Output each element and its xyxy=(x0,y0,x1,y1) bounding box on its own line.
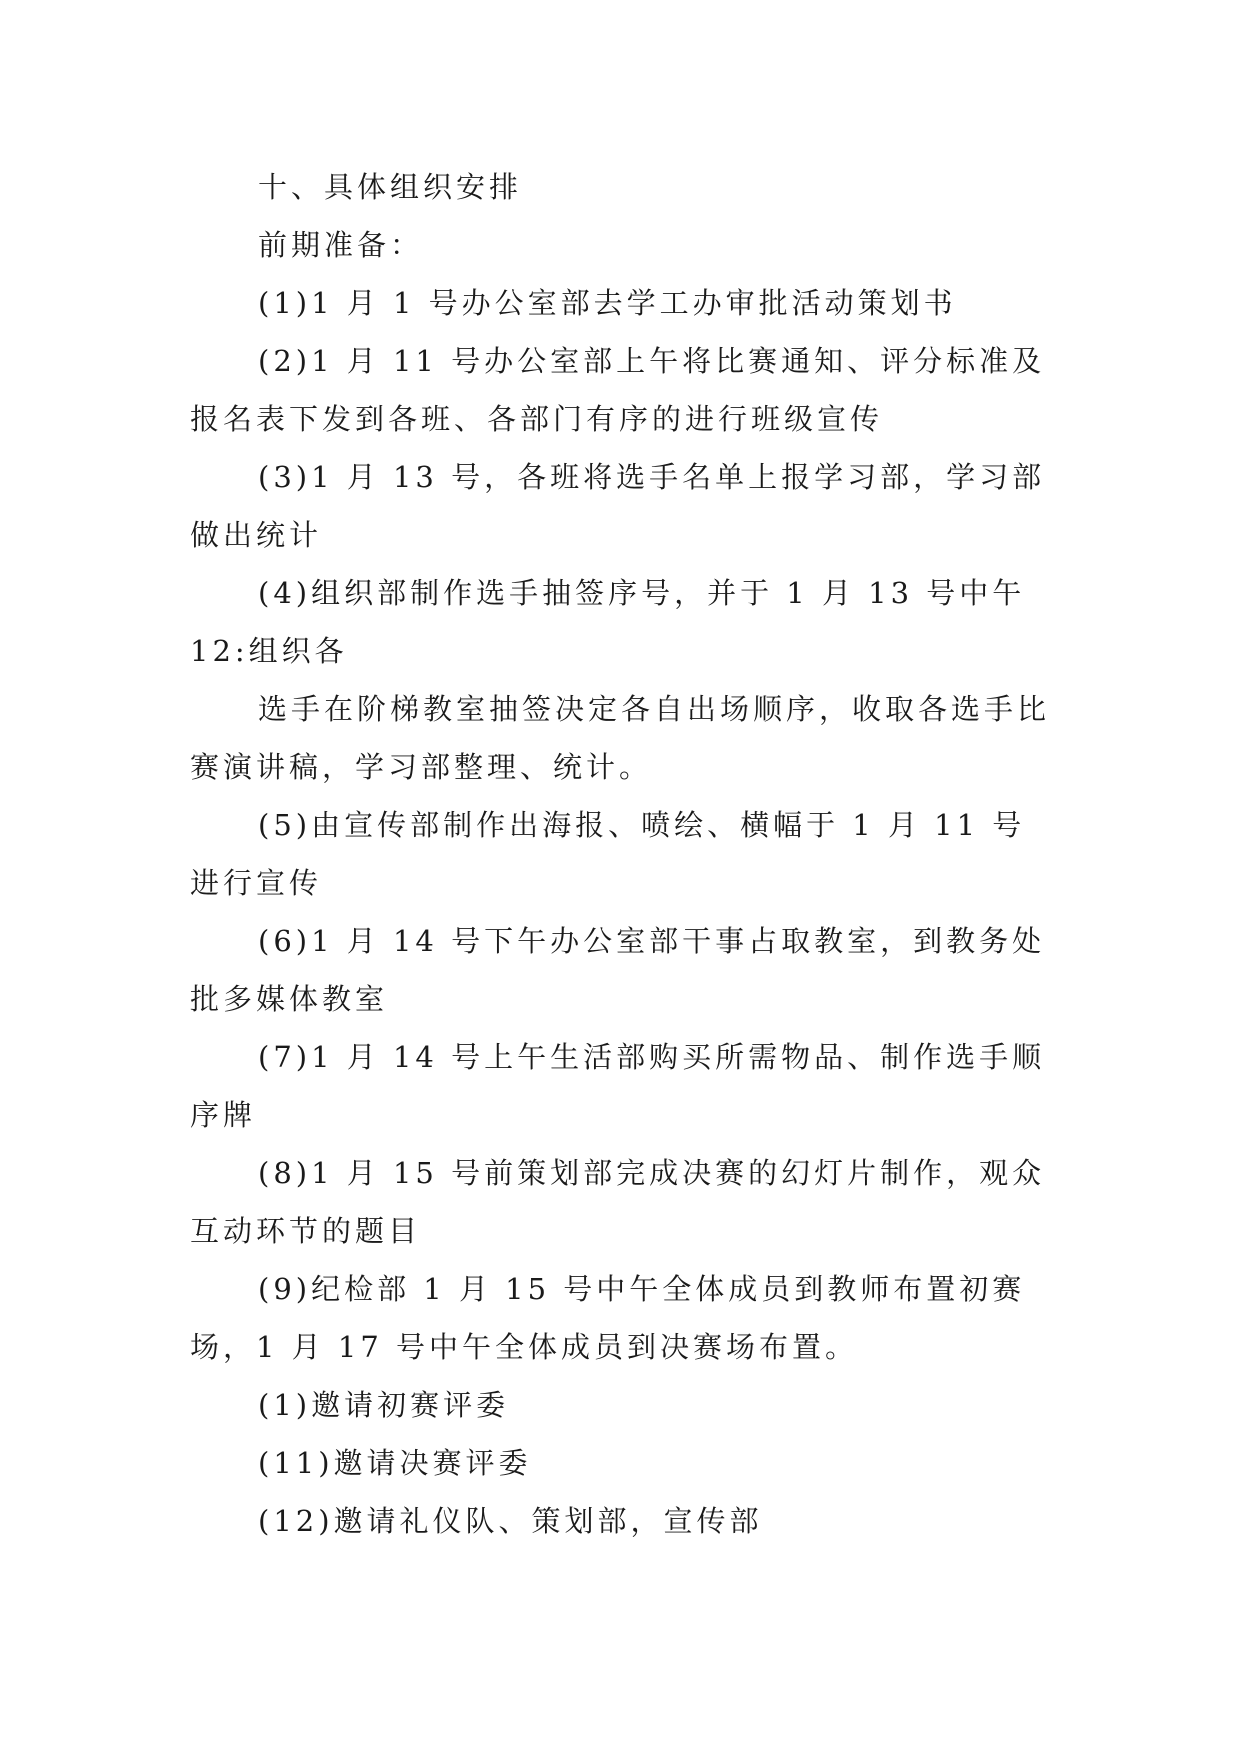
section-heading: 十、具体组织安排 xyxy=(258,170,523,204)
list-item: (6)1 月 14 号下午办公室部干事占取教室，到教务处批多媒体教室 xyxy=(190,924,1046,1016)
list-item: (2)1 月 11 号办公室部上午将比赛通知、评分标准及报名表下发到各班、各部门有序的进行班级宣传 xyxy=(190,344,1046,436)
list-item: (11)邀请决赛评委 xyxy=(258,1446,532,1480)
list-item: (1)1 月 1 号办公室部去学工办审批活动策划书 xyxy=(258,286,957,320)
list-item: (3)1 月 13 号，各班将选手名单上报学习部，学习部做出统计 xyxy=(190,460,1046,552)
list-item: (1)邀请初赛评委 xyxy=(258,1388,510,1422)
list-item: (4)组织部制作选手抽签序号，并于 1 月 13 号中午 12:组织各 xyxy=(190,576,1026,668)
list-item-continuation: 选手在阶梯教室抽签决定各自出场顺序，收取各选手比赛演讲稿，学习部整理、统计。 xyxy=(190,692,1051,784)
list-item: (5)由宣传部制作出海报、喷绘、横幅于 1 月 11 号进行宣传 xyxy=(190,808,1026,900)
document-body xyxy=(190,158,1050,1550)
list-item: (7)1 月 14 号上午生活部购买所需物品、制作选手顺序牌 xyxy=(190,1040,1046,1132)
list-item: (9)纪检部 1 月 15 号中午全体成员到教师布置初赛场，1 月 17 号中午全体成员到决赛场布置。 xyxy=(190,1272,1026,1364)
subsection-heading: 前期准备： xyxy=(258,228,424,262)
list-item: (12)邀请礼仪队、策划部，宣传部 xyxy=(258,1504,763,1538)
list-item: (8)1 月 15 号前策划部完成决赛的幻灯片制作，观众互动环节的题目 xyxy=(190,1156,1046,1248)
